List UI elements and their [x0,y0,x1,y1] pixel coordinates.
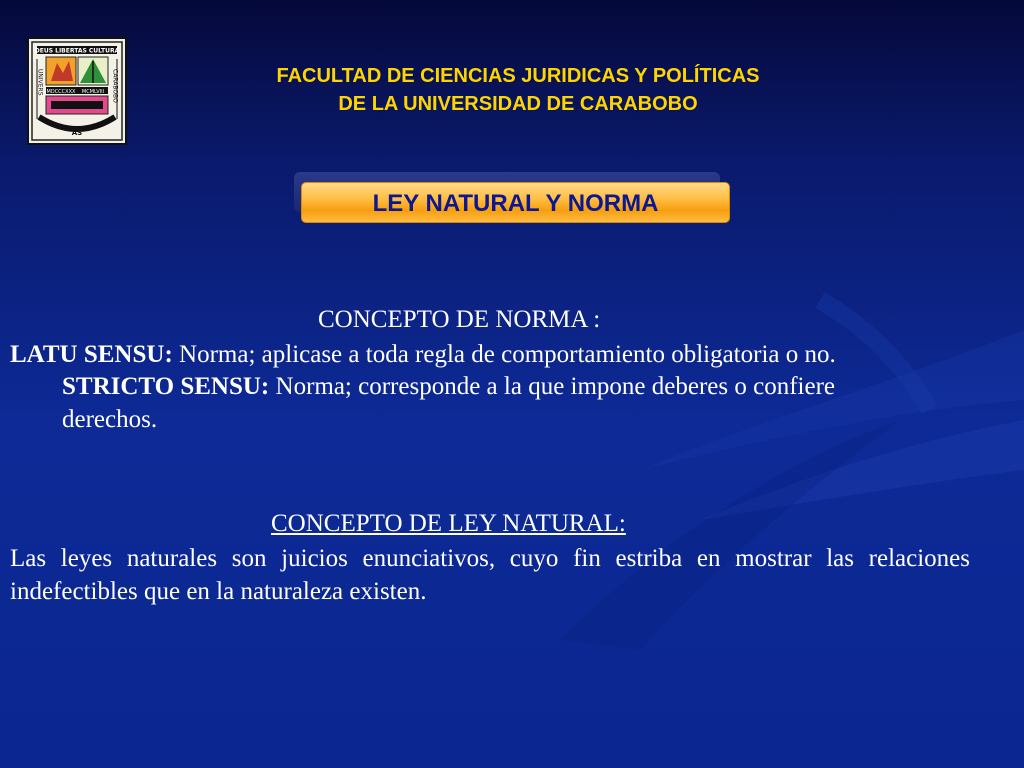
svg-text:AS: AS [71,129,83,137]
faculty-header [130,62,906,118]
svg-text:MDCCCXXX: MDCCCXXX [46,89,76,95]
latu-sensu-paragraph [10,338,836,371]
stricto-sensu-paragraph [10,370,970,403]
stricto-sensu-label: STRICTO SENSU: [62,373,270,400]
university-crest-logo [27,37,127,145]
faculty-header-line1: FACULTAD DE CIENCIAS JURIDICAS Y POLÍTICAS [276,65,760,87]
latu-sensu-label: LATU SENSU: [10,341,173,368]
slide-title: LEY NATURAL Y NORMA [301,182,730,223]
ley-natural-heading: CONCEPTO DE LEY NATURAL: [271,510,626,537]
latu-sensu-text: Norma; aplicase a toda regla de comportamiento obligatoria o no. [172,341,836,368]
ley-natural-paragraph: Las leyes naturales son juicios enunciativos, cuyo fin estriba en mostrar las relaciones indefectibles que en la naturaleza existen. [10,545,970,605]
stricto-sensu-text: Norma; corresponde a la que impone deberes o confiere [269,373,836,400]
stricto-sensu-text-continued: derechos. [62,406,158,433]
faculty-header-line2: DE LA UNIVERSIDAD DE CARABOBO [338,93,698,115]
svg-text:CARABOBO: CARABOBO [111,69,119,103]
svg-text:DEUS LIBERTAS CULTURA: DEUS LIBERTAS CULTURA [34,47,120,55]
norma-heading: CONCEPTO DE NORMA : [318,306,601,333]
svg-text:UNIVERS: UNIVERS [36,69,44,96]
svg-text:MCMLVIII: MCMLVIII [81,89,105,95]
